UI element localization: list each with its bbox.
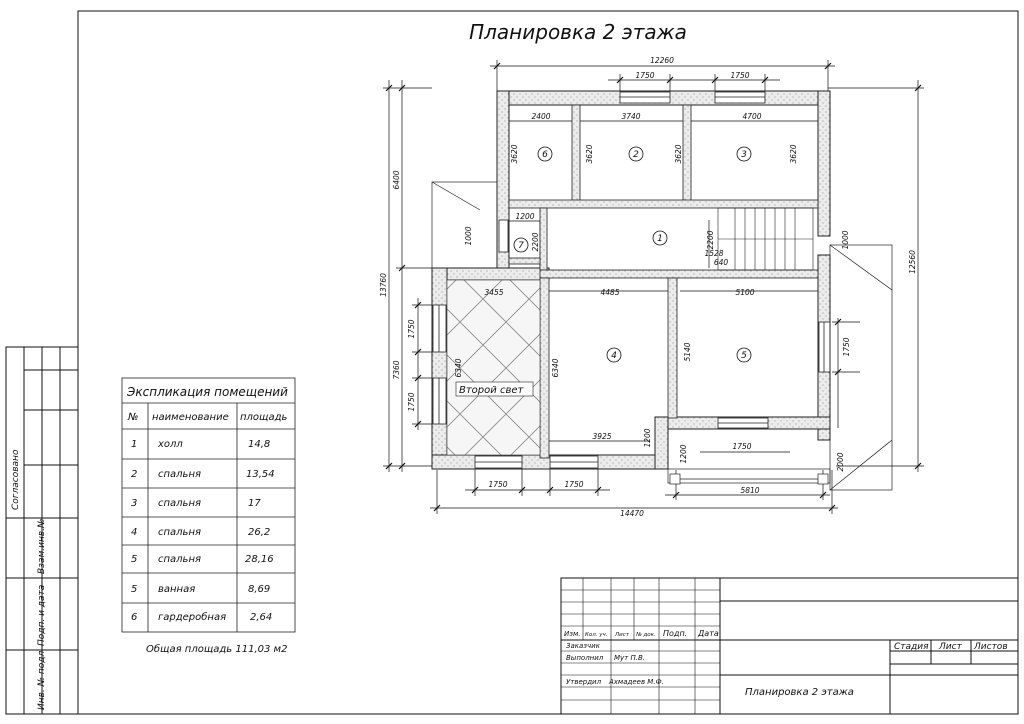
explication-title: Экспликация помещений: [127, 385, 288, 399]
dim-room3-h: 3620: [789, 144, 798, 164]
dim-stair-1528: 1528: [704, 249, 724, 258]
stamp-head-doc: № док.: [636, 632, 656, 638]
dim-room3-w: 4700: [742, 112, 762, 121]
room-number-1: 1: [657, 234, 663, 244]
row-2-n: 2: [131, 469, 138, 480]
explication-header-n: №: [128, 412, 139, 423]
dim-balcony-2000: 2000: [836, 452, 845, 472]
dim-overall-bottom: 14470: [620, 509, 644, 518]
dim-left-lower: 7360: [392, 360, 401, 380]
dim-bottom-win-1: 1750: [488, 480, 508, 489]
dim-door-1000: 1000: [464, 226, 473, 246]
dim-win-top-1: 1750: [635, 71, 655, 80]
dim-left-win-2: 1750: [407, 392, 416, 412]
stamp-sheet-title: Планировка 2 этажа: [745, 687, 854, 698]
row-7-name: гардеробная: [158, 612, 227, 623]
row-2-area: 13,54: [246, 469, 275, 480]
row-4-name: спальня: [158, 527, 202, 538]
row-6-name: ванная: [158, 584, 196, 595]
dim-void-w: 3455: [484, 288, 504, 297]
row-7-area: 2,64: [250, 612, 273, 623]
row-6-n: 5: [131, 584, 138, 595]
explication-header-area: площадь: [240, 412, 288, 423]
dim-overall-right: 12560: [908, 250, 917, 274]
dim-void-h: 6340: [454, 358, 463, 378]
stamp-head-date: Дата: [698, 629, 719, 638]
stamp-name-executor: Мут П.В.: [614, 654, 646, 662]
row-1-name: холл: [158, 439, 183, 450]
dim-bottom-1200-a: 1200: [643, 428, 652, 448]
dim-balcony-win: 1750: [732, 442, 752, 451]
row-1-area: 14,8: [248, 439, 271, 450]
dim-left-win-1: 1750: [407, 319, 416, 339]
room-number-7: 7: [518, 241, 524, 251]
stamp-head-list: Лист: [615, 632, 629, 638]
side-label-inv-original: Инв. № подл: [37, 650, 47, 710]
side-label-sign-date: Подп. и дата: [37, 584, 47, 646]
room-number-4: 4: [611, 351, 617, 361]
dim-room2-w: 3740: [621, 112, 641, 121]
second-light-label: Второй свет: [459, 385, 524, 396]
dim-bottom-1200-b: 1200: [679, 444, 688, 464]
dim-left-upper: 6400: [392, 170, 401, 190]
dim-win-top-2: 1750: [730, 71, 750, 80]
stamp-head-izm: Изм.: [564, 630, 581, 638]
row-1-n: 1: [131, 439, 138, 450]
stamp-sheet-header: Лист: [939, 642, 962, 652]
stamp-name-approver: Ахмадеев М.Ф.: [609, 678, 664, 686]
dim-right-win: 1750: [842, 337, 851, 357]
row-4-area: 26,2: [248, 527, 271, 538]
dim-room7-h: 2200: [531, 232, 540, 252]
row-5-name: спальня: [158, 554, 202, 565]
staircase: [718, 208, 813, 270]
room-number-3: 3: [741, 150, 747, 160]
stamp-head-kol: Кол. уч.: [585, 632, 608, 638]
row-3-area: 17: [248, 498, 261, 509]
stamp-role-executor: Выполнил: [566, 654, 604, 662]
dim-bottom-win-2: 1750: [564, 480, 584, 489]
room-number-5: 5: [741, 351, 747, 361]
dim-overall-top: 12260: [650, 56, 674, 65]
page-title: Планировка 2 этажа: [469, 20, 687, 44]
row-3-name: спальня: [158, 498, 202, 509]
dim-room5-w: 5100: [735, 288, 755, 297]
row-7-n: 6: [131, 612, 138, 623]
dim-room2-h-b: 3620: [674, 144, 683, 164]
dim-room2-h: 3620: [585, 144, 594, 164]
stamp-role-approver: Утвердил: [566, 678, 602, 686]
dim-stair-640: 640: [713, 258, 729, 267]
room-number-2: 2: [633, 150, 639, 160]
stamp-head-sign: Подп.: [663, 629, 688, 638]
row-6-area: 8,69: [248, 584, 271, 595]
explication-total: Общая площадь 111,03 м2: [146, 644, 288, 655]
row-5-n: 5: [131, 554, 138, 565]
row-3-n: 3: [131, 498, 138, 509]
dim-hall-left: 1200: [515, 212, 535, 221]
row-5-area: 28,16: [245, 554, 274, 565]
row-4-n: 4: [131, 527, 138, 538]
row-2-name: спальня: [158, 469, 202, 480]
stamp-stage-header: Стадия: [894, 642, 929, 652]
room-number-6: 6: [542, 150, 548, 160]
stamp-role-customer: Заказчик: [566, 642, 600, 650]
interior-walls: [509, 105, 818, 458]
stamp-sheets-header: Листов: [974, 642, 1008, 652]
dim-room4-w: 4485: [600, 288, 620, 297]
side-label-agreed: Согласовано: [11, 449, 21, 510]
dim-right-1000: 1000: [841, 230, 850, 250]
dim-room4-h: 6340: [551, 358, 560, 378]
dim-room4-bottom: 3925: [592, 432, 612, 441]
dim-hall-h: 2200: [706, 230, 715, 250]
dim-room6-w: 2400: [531, 112, 551, 121]
explication-rows: [131, 439, 275, 623]
explication-header-name: наименование: [152, 412, 229, 423]
dim-room5-h: 5140: [683, 342, 692, 362]
side-label-inv-replace: Взам.инв.№: [37, 518, 47, 574]
dim-balcony-w: 5810: [740, 486, 760, 495]
dim-room6-h: 3620: [510, 144, 519, 164]
dim-overall-left: 13760: [379, 273, 388, 297]
explication-headers: [127, 412, 288, 423]
